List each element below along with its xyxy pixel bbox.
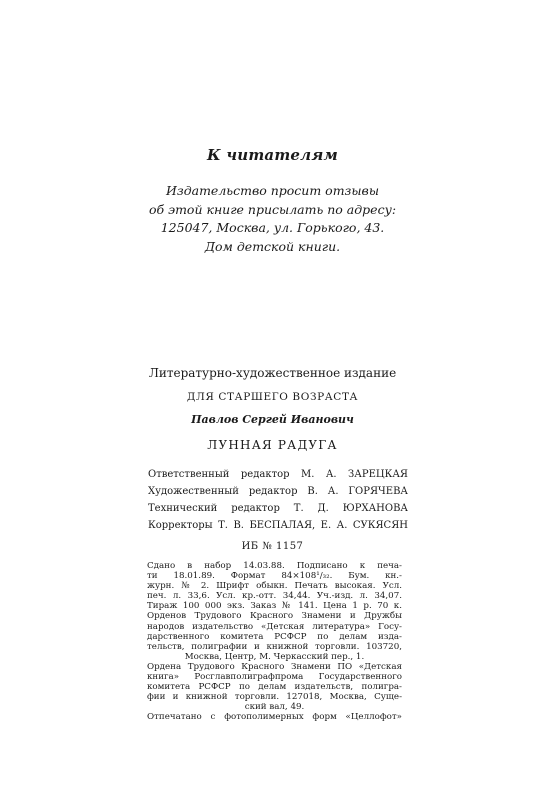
details-line: Сдано в набор 14.03.88. Подписано к печа- (147, 561, 402, 571)
staff-line: Корректоры Т. В. БЕСПАЛАЯ, Е. А. СУКЯСЯН (148, 520, 408, 531)
details-line: фии и книжной торговли. 127018, Москва, Суще- (147, 692, 402, 703)
details-line: Орденов Трудового Красного Знамени и Дружбы (147, 611, 402, 622)
details-line: тельств, полиграфии и книжной торговли. 103720, (147, 641, 402, 652)
edition-type: Литературно-художественное издание (148, 366, 397, 380)
details-line: народов издательство «Детская литература» Госу- (147, 621, 402, 632)
editorial-staff (148, 466, 408, 534)
publication-details (147, 561, 402, 723)
details-line: комитета РСФСР по делам издательств, полигра- (147, 682, 402, 693)
details-line: Москва, Центр, М. Черкасский пер., 1. (184, 651, 365, 662)
details-line: дарственного комитета РСФСР по делам изда- (147, 631, 402, 642)
to-readers-title: К читателям (207, 146, 338, 164)
to-readers-line: Дом детской книги. (204, 238, 341, 254)
staff-line: Технический редактор Т. Д. ЮРХАНОВА (148, 503, 408, 514)
staff-line: Ответственный редактор М. А. ЗАРЕЦКАЯ (148, 469, 408, 480)
details-line: журн. № 2. Шрифт обыкн. Печать высокая. Усл. (147, 581, 402, 592)
details-line: Тираж 100 000 экз. Заказ № 141. Цена 1 р. 70 к. (147, 601, 402, 612)
details-line: книга» Росглавполиграфпрома Государственного (147, 672, 402, 683)
to-readers-line: 125047, Москва, ул. Горького, 43. (160, 220, 385, 235)
ib-number: ИБ № 1157 (241, 541, 304, 552)
to-readers-line: об этой книге присылать по адресу: (148, 201, 397, 217)
details-line: печ. л. 33,6. Усл. кр.-отт. 34,44. Уч.-изд. л. 34,07. (147, 591, 402, 602)
details-line: Отпечатано с фотополимерных форм «Целлофот» (147, 712, 402, 723)
details-line: Ордена Трудового Красного Знамени ПО «Детская (147, 661, 402, 672)
author-name: Павлов Сергей Иванович (191, 413, 354, 426)
details-line: ти 18.01.89. Формат 84×108¹/₃₂. Бум. кн.- (147, 571, 402, 582)
age-group: ДЛЯ СТАРШЕГО ВОЗРАСТА (186, 391, 359, 403)
book-title: ЛУННАЯ РАДУГА (207, 438, 338, 452)
details-line: ский вал, 49. (244, 702, 305, 713)
to-readers-line: Издательство просит отзывы (165, 183, 380, 198)
staff-line: Художественный редактор В. А. ГОРЯЧЕВА (148, 486, 408, 497)
to-readers-notice (0, 182, 545, 256)
